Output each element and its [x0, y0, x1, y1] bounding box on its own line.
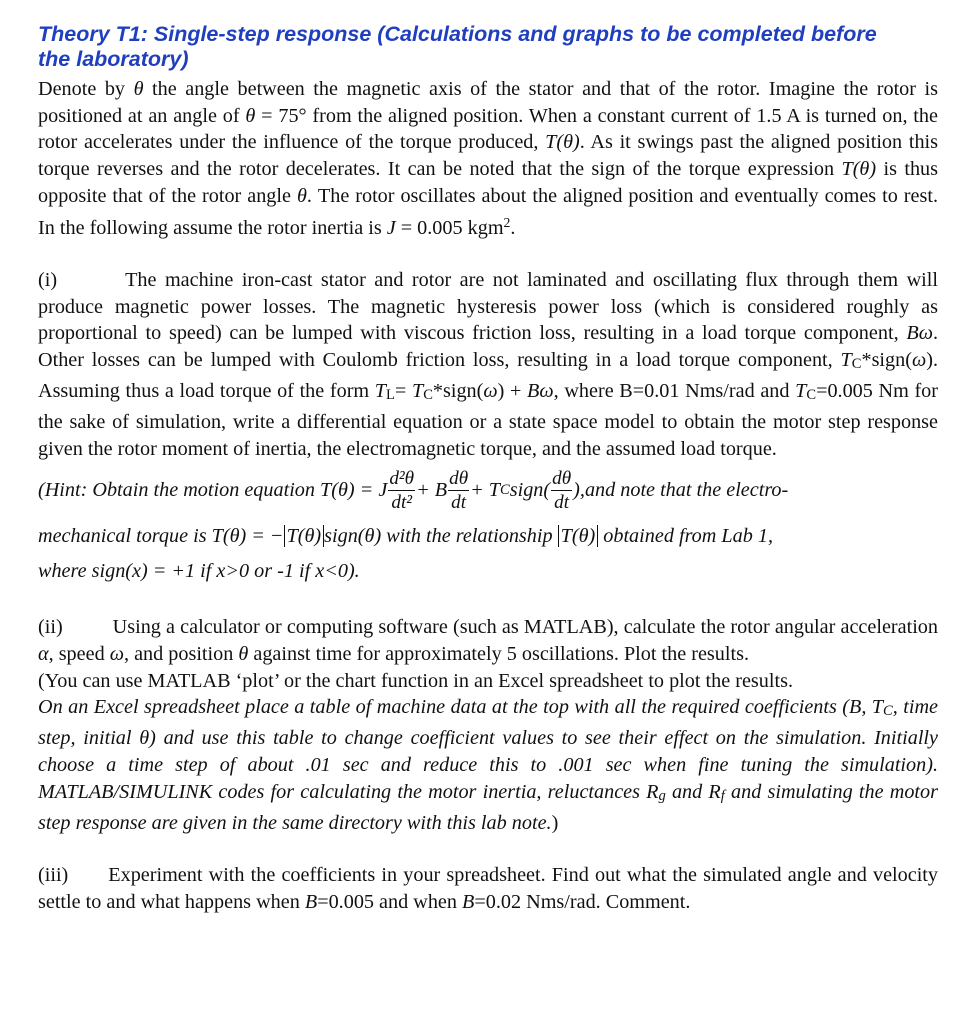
text-run: ) + [497, 380, 528, 403]
theta-symbol: θ [296, 184, 307, 207]
fraction-denominator: dt² [391, 491, 413, 513]
hint-line-2 [38, 518, 938, 554]
text-run: . [510, 216, 516, 239]
omega-symbol: ω [109, 643, 124, 666]
equation-lhs: T(θ) = J [320, 478, 388, 501]
intro-paragraph [38, 76, 938, 241]
text-run: = [394, 380, 412, 403]
torque-symbol: T(θ) [545, 131, 580, 154]
subscript: L [386, 387, 395, 404]
text-run: mechanical torque is [38, 525, 212, 548]
text-run: Using a calculator or computing software (such as MATLAB), calculate the rotor angular acceleration [112, 616, 938, 639]
subscript: C [851, 356, 862, 373]
section-i-paragraph [38, 267, 938, 462]
section-ii-note [38, 694, 938, 836]
theta-symbol: θ [133, 78, 144, 100]
text-run: = 0.005 kgm [395, 216, 504, 239]
text-run: , and position [123, 643, 239, 666]
text-run: , where B=0.01 Nms/rad and [553, 380, 796, 403]
section-ii-note-line: (You can use MATLAB ‘plot’ or the chart function in an Excel spreadsheet to plot the results. [38, 669, 793, 692]
fraction-first-derivative [551, 469, 572, 512]
text-run: , speed [48, 643, 110, 666]
omega-symbol: ω [483, 380, 498, 403]
text-run: =0.005 Nm for the sake of simulation, write a differential equation or a state space model to obtain the motor step response given the rotor moment of inertia, the electromagnetic torque, and the assumed load torque. [38, 380, 938, 460]
viscous-term: Bω [906, 322, 933, 345]
equation-term: sign( [509, 478, 551, 501]
fraction-numerator: dθ [448, 469, 469, 491]
text-run: against time for approximately 5 oscillations. Plot the results. [248, 643, 749, 666]
subscript: C [423, 387, 433, 404]
text-run: = 75° from the aligned position. When a constant current of 1.5 A is turned on, the rotor accelerates under the influence of the torque produced, [38, 104, 938, 154]
text-run: with the relationship [381, 525, 558, 548]
inertia-symbol: J [386, 216, 396, 239]
omega-symbol: ω [911, 349, 927, 372]
equation-term: ), [573, 478, 585, 501]
equation-term: + T [470, 478, 501, 501]
item-label: (i) [38, 269, 58, 292]
text-run: Experiment with the coefficients in your spreadsheet. Find out what the simulated angle and velocity settle to and what happens when [38, 864, 938, 914]
text-run: (Hint: Obtain the motion equation [38, 478, 315, 501]
torque-symbol: T(θ) [841, 158, 877, 181]
b-symbol: B [304, 891, 318, 914]
text-run: . The rotor oscillates about the aligned position and eventually comes to rest. In the following assume the rotor inertia is [38, 184, 939, 239]
subscript: g [658, 787, 666, 804]
fraction-numerator: d²θ [388, 469, 415, 491]
text-run: *sign( [432, 380, 484, 403]
equation-term: + B [416, 478, 448, 501]
text-run: On an Excel spreadsheet place a table of machine data at the top with all the required coefficients (B, T [38, 696, 884, 719]
fraction-numerator: dθ [551, 469, 572, 491]
text-run: obtained from Lab 1, [598, 525, 773, 548]
document-page [38, 22, 938, 916]
text-run: . As it swings past the aligned position this torque reverses and the rotor decelerates. It can be noted that the sign of the torque expression [38, 131, 939, 181]
title-line-1: Theory T1: Single-step response (Calculations and graphs to be completed before [38, 22, 877, 46]
text-run: . Other losses can be lumped with Coulomb friction loss, resulting in a load torque component, [38, 322, 938, 372]
absolute-value: T(θ) [558, 525, 599, 547]
text-run: ). Assuming thus a load torque of the form [38, 349, 938, 403]
subscript: C [883, 703, 893, 720]
fraction-second-derivative [388, 469, 415, 512]
text-run: =0.005 and when [317, 891, 463, 914]
text-run: *sign( [861, 349, 912, 372]
hint-block [38, 462, 938, 588]
hint-equation-line [38, 462, 938, 518]
text-run: and simulating the motor step response are given in the same directory with this lab note. [38, 780, 938, 834]
hint-line-3: where sign(x) = +1 if x>0 or -1 if x<0). [38, 560, 360, 583]
text-run: the angle between the magnetic axis of the stator and that of the rotor. Imagine the rotor is positioned at an angle of [38, 78, 939, 127]
coulomb-symbol: T [411, 380, 424, 403]
title-line-2: the laboratory) [38, 47, 189, 71]
text-run: =0.02 Nms/rad. Comment. [474, 891, 691, 914]
text-run: , time step, initial θ) and use this table to change coefficient values to see their effect on the simulation. Initially choose a time step of about .01 sec and reduce this to .001 sec when fine tuning the simulation). MATLAB/SIMULINK codes for calculating the motor inertia, reluctances R [38, 696, 938, 803]
subscript: f [720, 787, 725, 804]
section-iii-paragraph [38, 862, 938, 915]
fraction-denominator: dt [554, 491, 570, 513]
fraction-denominator: dt [451, 491, 467, 513]
absolute-value: T(θ) [284, 525, 325, 547]
coulomb-symbol: T [840, 349, 852, 372]
section-title [38, 22, 938, 72]
superscript: 2 [503, 214, 511, 230]
coulomb-symbol: T [795, 380, 807, 403]
subscript: C [806, 387, 817, 404]
alpha-symbol: α [38, 643, 49, 666]
text-run: The machine iron-cast stator and rotor are not laminated and oscillating flux through them will produce magnetic power losses. The magnetic hysteresis power loss (which is considered roughly as proportional to speed) can be lumped with viscous friction loss, resulting in a load torque component, [38, 269, 938, 345]
b-symbol: B [462, 891, 475, 914]
theta-symbol: θ [245, 104, 256, 127]
fraction-first-derivative [448, 469, 469, 512]
equation-term: T(θ) = − [211, 525, 284, 548]
item-label: (ii) [38, 616, 63, 639]
equation-term: sign(θ) [324, 525, 382, 548]
load-torque-symbol: T [374, 380, 387, 403]
item-label: (iii) [38, 864, 69, 887]
subscript: C [500, 481, 510, 498]
text-run: and note that the electro- [584, 478, 789, 501]
text-run: is thus opposite that of the rotor angle [38, 158, 938, 207]
theta-symbol: θ [238, 643, 249, 666]
text-run: and R [665, 780, 721, 803]
text-run: Denote by [38, 78, 134, 100]
text-run: ) [551, 811, 559, 834]
section-ii-paragraph [38, 614, 938, 667]
viscous-term: Bω [527, 380, 554, 403]
